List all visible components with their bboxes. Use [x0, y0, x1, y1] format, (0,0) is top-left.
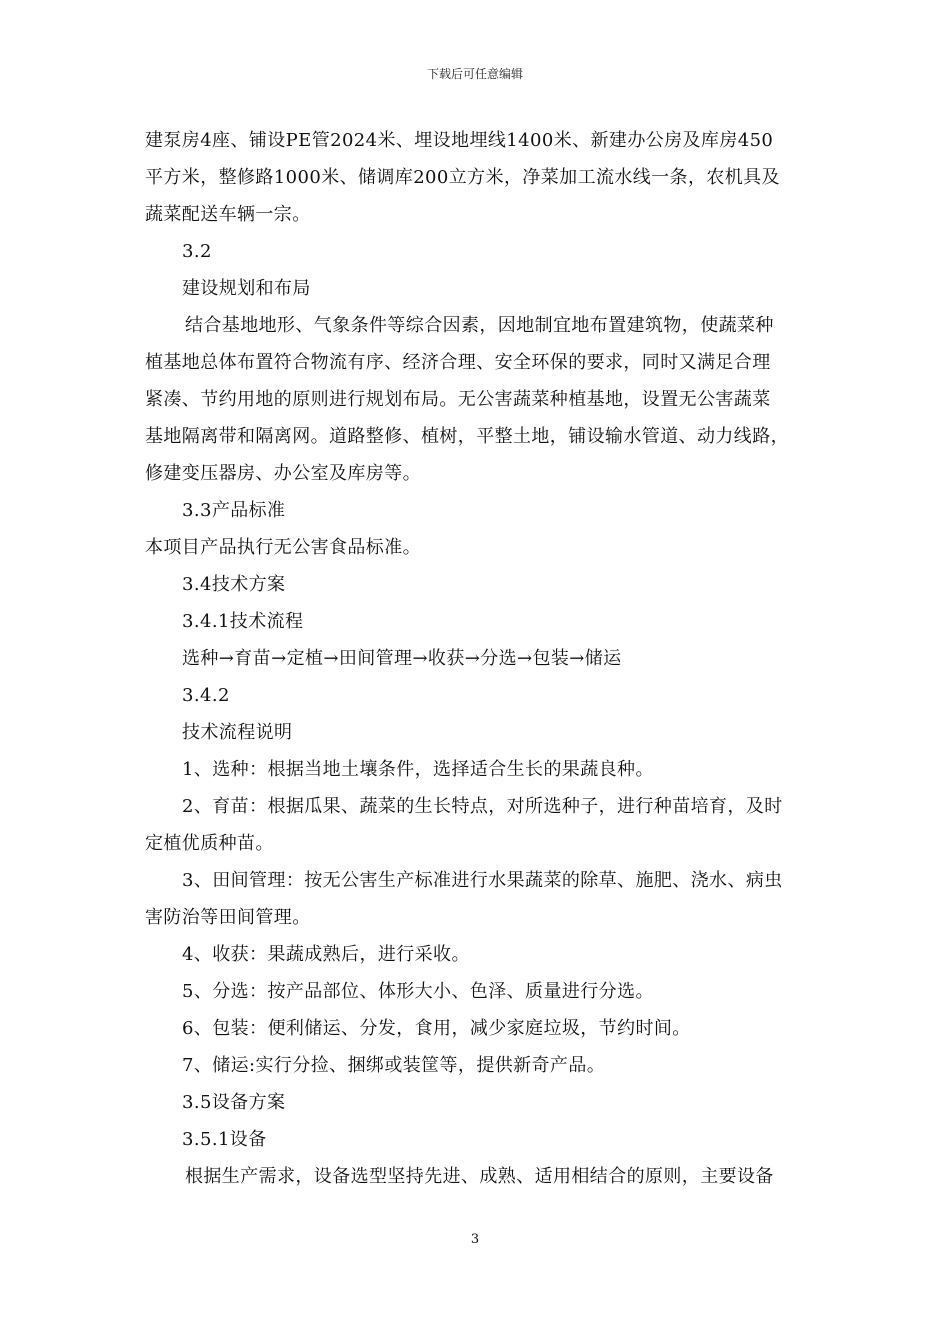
text-line: 结合基地地形、气象条件等综合因素，因地制宜地布置建筑物，使蔬菜种: [185, 315, 774, 336]
section-heading: 3.5.1设备: [182, 1129, 267, 1150]
section-heading: 3.4技术方案: [182, 574, 286, 595]
section-heading: 3.3产品标准: [182, 500, 286, 521]
list-item: 6、包装：便利储运、分发，食用，减少家庭垃圾，节约时间。: [182, 1018, 691, 1039]
list-item: 7、储运:实行分捡、捆绑或装筐等，提供新奇产品。: [182, 1055, 606, 1076]
list-item: 1、选种：根据当地土壤条件，选择适合生长的果蔬良种。: [182, 759, 654, 780]
text-line: 修建变压器房、办公室及库房等。: [145, 463, 421, 484]
list-item: 2、育苗：根据瓜果、蔬菜的生长特点，对所选种子，进行种苗培育，及时: [182, 796, 783, 817]
text-line: 建泵房4座、铺设PE管2024米、埋设地埋线1400米、新建办公房及库房450: [145, 130, 774, 151]
section-heading: 技术流程说明: [182, 722, 293, 743]
list-item: 5、分选：按产品部位、体形大小、色泽、质量进行分选。: [182, 981, 654, 1002]
document-body: [145, 122, 813, 1195]
text-line: 定植优质种苗。: [145, 833, 274, 854]
list-item: 3、田间管理：按无公害生产标准进行水果蔬菜的除草、施肥、浇水、病虫: [182, 870, 783, 891]
text-line: 基地隔离带和隔离网。道路整修、植树，平整土地，铺设输水管道、动力线路，: [145, 426, 789, 447]
list-item: 4、收获：果蔬成熟后，进行采收。: [182, 944, 470, 965]
section-heading: 3.4.1技术流程: [182, 611, 304, 632]
section-heading: 3.5设备方案: [182, 1092, 286, 1113]
text-line: 蔬菜配送车辆一宗。: [145, 204, 311, 225]
text-line: 平方米，整修路1000米、储调库200立方米，净菜加工流水线一条，农机具及: [145, 167, 780, 188]
page-header: 下载后可任意编辑: [426, 67, 523, 81]
section-heading: 建设规划和布局: [182, 278, 311, 299]
process-flow: 选种→育苗→定植→田间管理→收获→分选→包装→储运: [182, 648, 622, 669]
text-line: 紧凑、节约用地的原则进行规划布局。无公害蔬菜种植基地，设置无公害蔬菜: [145, 389, 771, 410]
text-line: 害防治等田间管理。: [145, 907, 311, 928]
text-line: 本项目产品执行无公害食品标准。: [145, 537, 421, 558]
page-number: 3: [470, 1232, 480, 1247]
section-number: 3.2: [182, 241, 212, 262]
section-number: 3.4.2: [182, 685, 230, 706]
text-line: 根据生产需求，设备选型坚持先进、成熟、适用相结合的原则，主要设备: [185, 1166, 774, 1187]
text-line: 植基地总体布置符合物流有序、经济合理、安全环保的要求，同时又满足合理: [145, 352, 771, 373]
